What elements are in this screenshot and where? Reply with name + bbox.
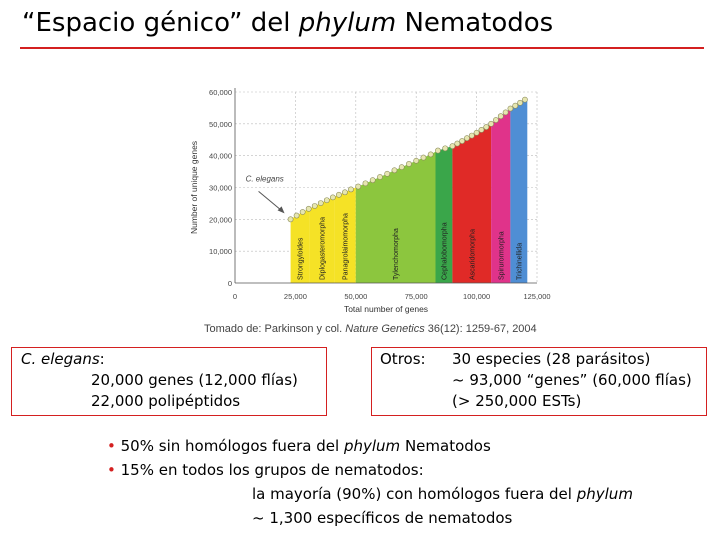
data-point [421,155,426,160]
x-tick-label: 100,000 [463,292,491,301]
caption-journal: Nature Genetics [345,323,425,335]
clade-label: Ascaridomorpha [469,229,477,280]
c-elegans-polypeptides: 22,000 polipéptidos [91,392,241,410]
bullet-1-suffix: Nematodos [404,437,491,455]
x-axis-title: Total number of genes [343,304,429,314]
bullet-1-prefix: 50% sin homólogos fuera del [120,437,340,455]
clade-label: Trichinellida [516,242,524,280]
clade-label: Tylenchomorpha [393,228,401,280]
clade-label: Spirurormorpha [498,231,506,280]
bullet-marker: • [107,461,116,479]
data-point [522,97,527,102]
data-point [513,103,518,108]
data-point [517,100,522,105]
figure-caption [204,323,537,335]
sub-1-prefix: la mayoría (90%) con homólogos fuera del [252,485,572,503]
sub-item-2: ~ 1,300 específicos de nematodos [252,509,513,527]
title-divider [20,47,704,49]
data-point [385,171,390,176]
y-tick-label: 10,000 [209,247,232,257]
c-elegans-colon: : [99,350,105,368]
y-tick-label: 40,000 [209,151,232,161]
data-point [330,195,335,200]
bullet-marker: • [107,437,116,455]
data-point [392,168,397,173]
data-point [342,190,347,195]
sub-item-1 [252,485,633,503]
data-point [348,187,353,192]
sub-1-italic: phylum [576,485,633,503]
data-point [484,124,489,129]
clade-label: Diplogasteromorpha [319,216,327,280]
data-point [498,114,503,119]
bullet-2-text: 15% en todos los grupos de nematodos: [120,461,424,479]
annotation-arrow [259,191,283,211]
data-point [460,138,465,143]
data-point [406,161,411,166]
others-species: 30 especies (28 parásitos) [452,350,651,368]
y-tick-label: 50,000 [209,119,232,129]
data-point [399,165,404,170]
data-point [464,136,469,141]
data-point [443,146,448,151]
c-elegans-genes: 20,000 genes (12,000 flías) [91,371,298,389]
data-point [435,148,440,153]
data-point [288,217,293,222]
data-point [356,184,361,189]
others-genes: ~ 93,000 “genes” (60,000 flías) [452,371,692,389]
y-tick-label: 20,000 [209,215,232,225]
data-point [336,192,341,197]
data-point [363,181,368,186]
data-point [294,213,299,218]
data-point [479,127,484,132]
clade-label: Panagrolaimomorpha [342,213,350,280]
gene-space-chart [180,78,551,316]
data-point [450,144,455,149]
annotation-arrowhead [278,206,285,213]
data-point [370,178,375,183]
clade-label: Cephalobomorpha [441,222,449,280]
data-point [503,110,508,115]
c-elegans-species: C. elegans [21,350,100,368]
x-tick-label: 75,000 [404,292,428,301]
other-species-box [371,347,707,416]
y-tick-label: 60,000 [209,88,232,97]
x-tick-label: 125,000 [523,292,551,301]
x-tick-label: 25,000 [283,292,307,301]
data-point [300,209,305,214]
data-point [455,141,460,146]
data-point [428,152,433,157]
bullet-item-1 [107,437,491,455]
y-tick-label: 0 [227,279,232,288]
data-point [318,200,323,205]
chart-svg [180,78,551,316]
data-point [312,203,317,208]
x-tick-label: 0 [232,292,238,301]
others-label: Otros: [380,350,426,368]
title-suffix: Nematodos [404,8,554,38]
data-point [488,121,493,126]
c-elegans-box [11,347,327,416]
data-point [324,198,329,203]
data-point [306,206,311,211]
x-tick-label: 50,000 [344,292,368,301]
c-elegans-heading [21,350,105,368]
y-axis-title: Number of unique genes [189,140,199,235]
data-point [414,158,419,163]
c-elegans-annotation: C. elegans [245,174,284,184]
data-point [508,106,513,111]
slide-title [22,8,553,38]
title-prefix: “Espacio génico” del [22,8,291,38]
title-italic: phylum [298,8,397,38]
data-point [474,130,479,135]
data-point [493,117,498,122]
data-point [377,174,382,179]
clade-label: Strongyloides [297,237,305,280]
data-point [469,133,474,138]
others-ests: (> 250,000 ESTs) [452,392,582,410]
y-tick-label: 30,000 [209,183,232,193]
caption-suffix: 36(12): 1259-67, 2004 [427,323,537,335]
bullet-item-2 [107,461,424,479]
bullet-1-italic: phylum [343,437,401,455]
caption-prefix: Tomado de: Parkinson y col. [204,323,343,335]
